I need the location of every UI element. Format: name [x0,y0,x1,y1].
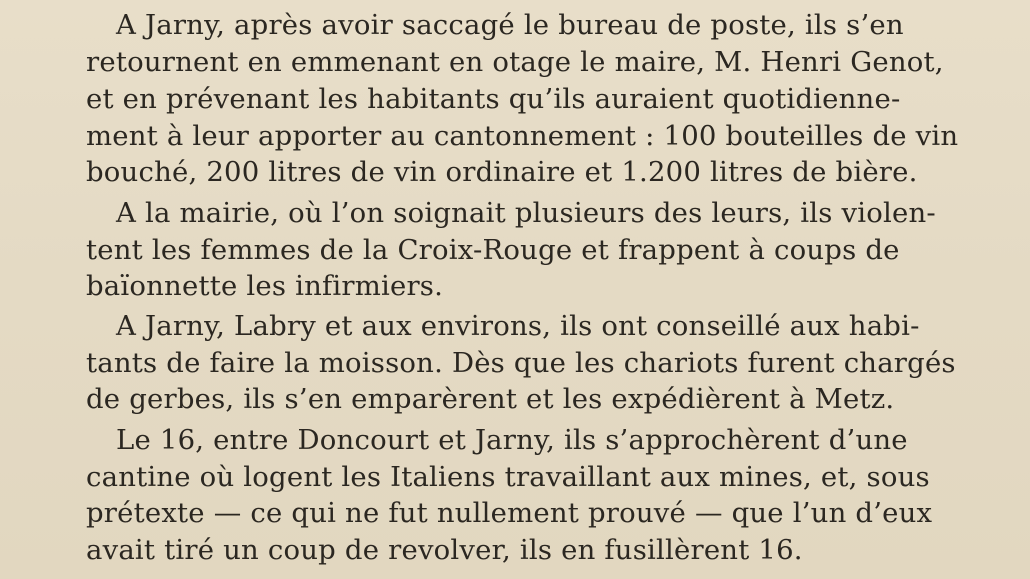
text-line: tent les femmes de la Croix-Rouge et frappent à coups de [86,234,900,266]
text-line: et en prévenant les habitants qu’ils auraient quotidienne- [86,83,901,115]
text-line: A Jarny, après avoir saccagé le bureau de poste, ils s’en [116,9,904,41]
text-line: cantine où logent les Italiens travaillant aux mines, et, sous [86,461,930,493]
text-line: prétexte — ce qui ne fut nullement prouvé — que l’un d’eux [86,497,933,529]
text-line: de gerbes, ils s’en emparèrent et les expédièrent à Metz. [86,383,895,415]
text-line: A la mairie, où l’on soignait plusieurs des leurs, ils violen- [116,197,936,229]
text-line: A Jarny, Labry et aux environs, ils ont conseillé aux habi- [116,310,920,342]
text-line: retournent en emmenant en otage le maire, M. Henri Genot, [86,46,944,78]
text-line: baïonnette les infirmiers. [86,270,444,302]
cropped-next-line [0,572,1030,579]
text-line: Le 16, entre Doncourt et Jarny, ils s’approchèrent d’une [116,424,908,456]
text-line: ment à leur apporter au cantonnement : 100 bouteilles de vin [86,120,959,152]
text-line: tants de faire la moisson. Dès que les chariots furent chargés [86,347,956,379]
text-line: bouché, 200 litres de vin ordinaire et 1.200 litres de bière. [86,156,918,188]
text-line: avait tiré un coup de revolver, ils en fusillèrent 16. [86,534,803,566]
